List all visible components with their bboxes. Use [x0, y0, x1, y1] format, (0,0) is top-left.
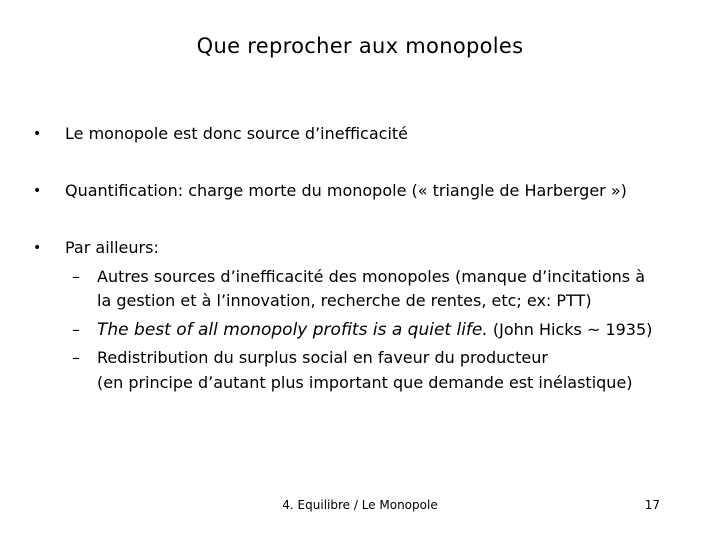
bullet-text: Par ailleurs: [65, 238, 159, 257]
dash-marker: – [72, 348, 80, 367]
bullet-text: Quantification: charge morte du monopole (« triangle de Harberger ») [65, 181, 627, 200]
dash-marker: – [72, 267, 80, 286]
bullet-marker: • [33, 183, 42, 199]
subitem-text: la gestion et à l’innovation, recherche de rentes, etc; ex: PTT) [97, 291, 592, 310]
footer-section-label: 4. Equilibre / Le Monopole [282, 498, 438, 512]
slide-title: Que reprocher aux monopoles [196, 34, 524, 58]
bullet-marker: • [33, 126, 42, 142]
subitem-text: Redistribution du surplus social en faveur du producteur [97, 348, 548, 367]
subitem-text [97, 318, 652, 342]
bullet-text: Le monopole est donc source d’inefficacité [65, 124, 409, 143]
subitem-text: Autres sources d’inefficacité des monopoles (manque d’incitations à [97, 267, 645, 286]
quote-text: The best of all monopoly profits is a quiet life. [97, 320, 488, 340]
quote-attribution: (John Hicks ~ 1935) [487, 320, 653, 339]
dash-marker: – [72, 320, 80, 339]
bullet-marker: • [33, 240, 42, 256]
subitem-text: (en principe d’autant plus important que demande est inélastique) [97, 373, 633, 392]
page-number: 17 [644, 498, 660, 512]
